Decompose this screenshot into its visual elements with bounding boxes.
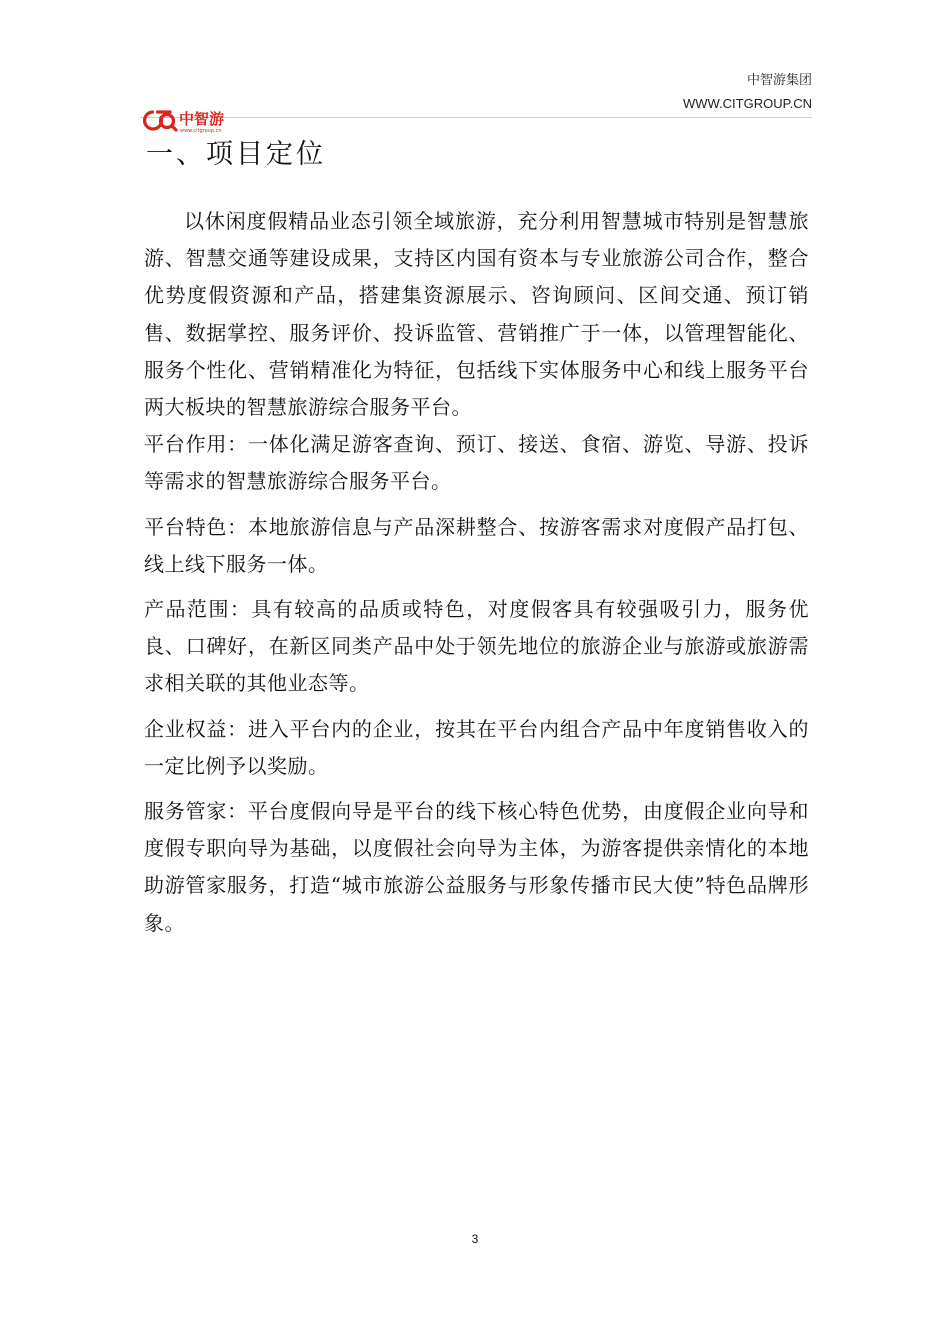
logo-sub-text: www.citgroup.cn xyxy=(180,128,222,134)
header-company-name: 中智游集团 xyxy=(746,72,812,87)
paragraph-product-scope: 产品范围：具有较高的品质或特色，对度假客具有较强吸引力，服务优良、口碑好，在新区同类产品中处于领先地位的旅游企业与旅游或旅游需求相关联的其他业态等。 xyxy=(144,597,809,696)
document-body xyxy=(144,203,809,942)
page-header xyxy=(683,68,812,116)
paragraph-platform-features: 平台特色：本地旅游信息与产品深耕整合、按游客需求对度假产品打包、线上线下服务一体。 xyxy=(144,514,809,576)
logo-brand-text: 中智游 xyxy=(179,110,225,128)
intro-paragraph: 以休闲度假精品业态引领全域旅游，充分利用智慧城市特别是智慧旅游、智慧交通等建设成果，支持区内国有资本与专业旅游公司合作，整合优势度假资源和产品，搭建集资源展示、咨询顾问、区间交通、预订销售、数据掌控、服务评价、投诉监管、营销推广于一体，以管理智能化、服务个性化、营销精准化为特征，包括线下实体服务中心和线上服务平台两大板块的智慧旅游综合服务平台。 xyxy=(144,209,809,420)
section-title: 一、项目定位 xyxy=(146,139,326,170)
paragraph-service-butler: 服务管家：平台度假向导是平台的线下核心特色优势，由度假企业向导和度假专职向导为基础，以度假社会向导为主体，为游客提供亲情化的本地助游管家服务，打造“城市旅游公益服务与形象传播市民大使”特色品牌形象。 xyxy=(144,799,809,935)
header-website: WWW.CITGROUP.CN xyxy=(682,96,812,111)
page-number: 3 xyxy=(471,1232,479,1246)
paragraph-enterprise-rights: 企业权益：进入平台内的企业，按其在平台内组合产品中年度销售收入的一定比例予以奖励。 xyxy=(144,716,809,778)
paragraph-platform-role: 平台作用：一体化满足游客查询、预订、接送、食宿、游览、导游、投诉等需求的智慧旅游综合服务平台。 xyxy=(144,432,809,494)
